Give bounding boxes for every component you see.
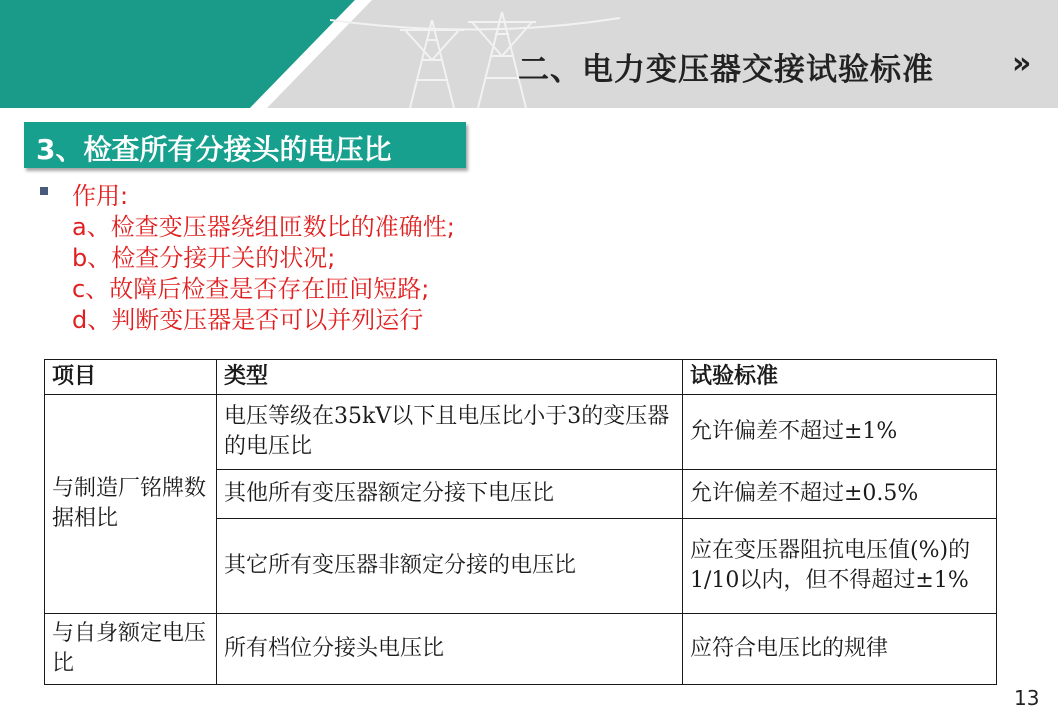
row-standard-cell: 应符合电压比的规律 (683, 614, 997, 685)
purpose-item: a、检查变压器绕组匝数比的准确性; (72, 213, 455, 241)
row-group-item: 与制造厂铭牌数据相比 (45, 395, 217, 614)
section-title: 3、检查所有分接头的电压比 (36, 133, 392, 166)
column-header-item: 项目 (45, 360, 217, 395)
column-header-type: 类型 (217, 360, 683, 395)
row-standard-cell: 应在变压器阻抗电压值(%)的1/10以内，但不得超过±1% (683, 519, 997, 614)
row-group-item: 与自身额定电压比 (45, 614, 217, 685)
page-number: 13 (1014, 686, 1040, 710)
purpose-item: c、故障后检查是否存在匝间短路; (72, 275, 430, 303)
row-type-cell: 其他所有变压器额定分接下电压比 (217, 470, 683, 519)
header-banner (0, 0, 1058, 108)
bullet-square-icon (40, 187, 48, 195)
table-row (45, 395, 997, 470)
row-type-cell: 电压等级在35kV以下且电压比小于3的变压器的电压比 (217, 395, 683, 470)
purpose-item: b、检查分接开关的状况; (72, 244, 336, 272)
row-type-cell: 所有档位分接头电压比 (217, 614, 683, 685)
purpose-heading: 作用: (72, 182, 129, 210)
standards-table (44, 359, 997, 685)
column-header-standard: 试验标准 (683, 360, 997, 395)
row-standard-cell: 允许偏差不超过±1% (683, 395, 997, 470)
table-row (45, 614, 997, 685)
purpose-item: d、判断变压器是否可以并列运行 (72, 306, 424, 334)
section-title-bar (24, 122, 466, 168)
row-standard-cell: 允许偏差不超过±0.5% (683, 470, 997, 519)
row-type-cell: 其它所有变压器非额定分接的电压比 (217, 519, 683, 614)
double-chevron-right-icon: » (1012, 46, 1026, 81)
page-title: 二、电力变压器交接试验标准 (518, 52, 934, 88)
table-header-row (45, 360, 997, 395)
